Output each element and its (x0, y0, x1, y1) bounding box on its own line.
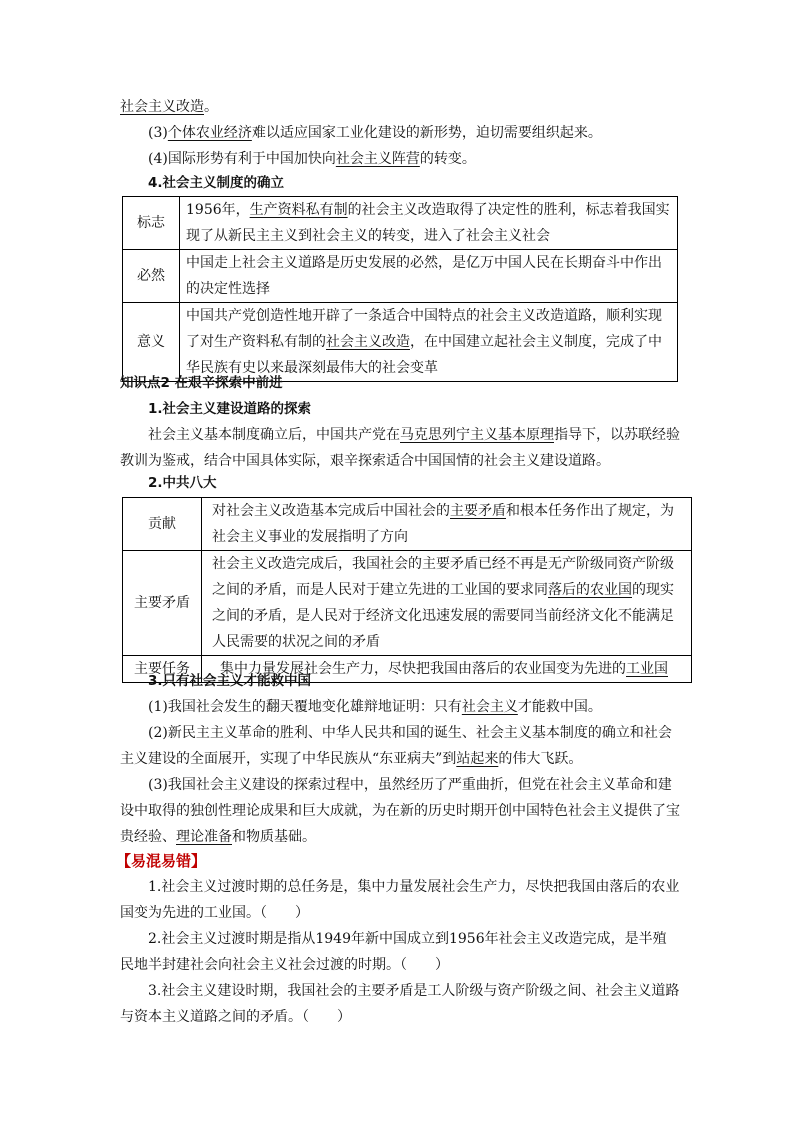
section-2-heading: 2.中共八大 (148, 475, 217, 491)
reason-4: (4)国际形势有利于中国加快向社会主义阵营的转变。 (148, 151, 476, 167)
item-2: (2)新民主主义革命的胜利、中华人民共和国的诞生、社会主义基本制度的确立和社会主义建设的全面展开，实现了中华民族从“东亚病夫”到站起来的伟大飞跃。 (120, 725, 672, 767)
section-4-heading: 4.社会主义制度的确立 (148, 175, 285, 191)
table-row: 主要矛盾 社会主义改造完成后，我国社会的主要矛盾已经不再是无产阶级同资产阶级之间的矛盾，而是人民对于建立先进的工业国的要求同落后的农业国的现实之间的矛盾，是人民对于经济文化迅速发展的需要同当前经济文化不能满足人民需要的状况之间的矛盾 (123, 551, 692, 656)
section-3-heading: 3.只有社会主义才能救中国 (148, 673, 312, 689)
table-row: 贡献 对社会主义改造基本完成后中国社会的主要矛盾和根本任务作出了规定，为社会主义事业的发展指明了方向 (123, 498, 692, 551)
confusion-question-2: 2.社会主义过渡时期是指从1949年新中国成立到1956年社会主义改造完成，是半殖民地半封建社会向社会主义社会过渡的时期。（ ） (120, 931, 667, 973)
item-1: (1)我国社会发生的翻天覆地变化雄辩地证明：只有社会主义才能救中国。 (148, 699, 602, 715)
socialist-system-table (122, 196, 678, 382)
knowledge-point-2-title: 知识点2 在艰辛探索中前进 (120, 375, 283, 391)
confusion-question-1: 1.社会主义过渡时期的总任务是，集中力量发展社会生产力，尽快把我国由落后的农业国变为先进的工业国。（ ） (120, 879, 680, 921)
reason-3: (3)个体农业经济难以适应国家工业化建设的新形势，迫切需要组织起来。 (148, 125, 602, 141)
table-row: 主要任务 集中力量发展社会生产力，尽快把我国由落后的农业国变为先进的工业国 (123, 656, 692, 683)
confusion-question-3: 3.社会主义建设时期，我国社会的主要矛盾是工人阶级与资产阶级之间、社会主义道路与资本主义道路之间的矛盾。（ ） (120, 983, 680, 1025)
item-3: (3)我国社会主义建设的探索过程中，虽然经历了严重曲折，但党在社会主义革命和建设中取得的独创性理论成果和巨大成就，为在新的历史时期开创中国特色社会主义提供了宝贵经验、理论准备和物质基础。 (120, 777, 680, 845)
table-row: 标志 1956年，生产资料私有制的社会主义改造取得了决定性的胜利，标志着我国实现了从新民主主义到社会主义的转变，进入了社会主义社会 (123, 197, 678, 250)
table-row: 意义 中国共产党创造性地开辟了一条适合中国特点的社会主义改造道路，顺利实现了对生产资料私有制的社会主义改造，在中国建立起社会主义制度，完成了中华民族有史以来最深刻最伟大的社会变革 (123, 303, 678, 382)
section-1-heading: 1.社会主义建设道路的探索 (148, 401, 312, 417)
eighth-congress-table (122, 497, 692, 683)
table-row: 必然 中国走上社会主义道路是历史发展的必然，是亿万中国人民在长期奋斗中作出的决定性选择 (123, 250, 678, 303)
confusion-title: 【易混易错】 (116, 852, 207, 870)
exploration-paragraph: 社会主义基本制度确立后，中国共产党在马克思列宁主义基本原理指导下，以苏联经验教训为鉴戒，结合中国具体实际，艰辛探索适合中国国情的社会主义建设道路。 (120, 427, 680, 469)
continued-line: 社会主义改造。 (120, 99, 218, 115)
